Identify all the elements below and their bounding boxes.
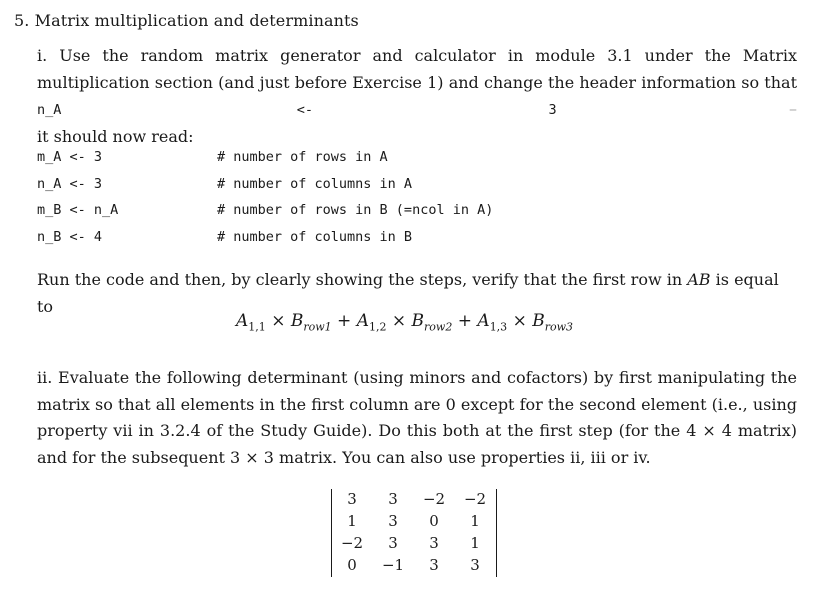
matrix-cell: 1 <box>470 534 480 552</box>
formula-a3: A <box>477 311 490 331</box>
formula-a1: A <box>236 311 249 331</box>
code-line <box>37 224 637 251</box>
part-ii-paragraph <box>37 365 797 471</box>
part-ii-text-end: and for the subsequent 3 × 3 matrix. You can also use properties ii, iii or iv. <box>37 447 651 467</box>
times-symbol: × <box>512 311 527 331</box>
matrix-cell: −2 <box>422 490 446 508</box>
part-i-paragraph <box>37 43 797 150</box>
formula-b1-sub: row1 <box>303 320 332 334</box>
matrix-cell: −1 <box>381 556 405 574</box>
en-dash: – <box>556 99 797 118</box>
code-line <box>37 144 637 171</box>
matrix-cell: −2 <box>463 490 487 508</box>
code-comment: # number of rows in B (=ncol in A) <box>217 202 494 218</box>
formula-b2-sub: row2 <box>424 320 453 334</box>
formula-b3: B <box>532 311 545 331</box>
section-heading: 5. Matrix multiplication and determinants <box>14 11 359 30</box>
code-statement: n_A <- 3 <box>37 175 103 192</box>
determinant-matrix <box>331 489 497 577</box>
code-line <box>37 171 637 198</box>
code-statement: n_B <- 4 <box>37 228 103 245</box>
plus-symbol: + <box>457 311 472 331</box>
times-symbol: × <box>391 311 407 331</box>
run-text: Run the code and then, by clearly showing the steps, verify that the first row in <box>37 270 688 289</box>
times-symbol: × <box>271 311 286 331</box>
matrix-cell: 3 <box>388 534 398 552</box>
formula-a3-sub: 1,3 <box>489 320 508 334</box>
matrix-cell: −2 <box>340 534 364 552</box>
part-i-text-end: it should now read: <box>37 126 194 146</box>
formula-b1: B <box>290 311 304 331</box>
run-var: AB <box>687 270 711 289</box>
plus-symbol: + <box>337 311 352 331</box>
code-comment: # number of columns in A <box>217 175 413 192</box>
part-i-text: i. Use the random matrix generator and calculator in module 3.1 under the Matrix multiplication section (and just before Exercise 1) and change the header information so that <box>37 46 797 92</box>
code-block <box>37 144 637 250</box>
code-comment: # number of columns in B <box>217 228 413 245</box>
formula <box>236 311 573 333</box>
formula-a2: A <box>356 311 369 331</box>
matrix-cell: 3 <box>347 490 357 508</box>
matrix-cell: 1 <box>470 512 480 530</box>
code-statement: m_B <- n_A <box>37 202 119 218</box>
code-comment: # number of rows in A <box>217 149 388 165</box>
matrix-cell: 0 <box>429 512 439 530</box>
run-text-end: is equal to <box>37 270 779 316</box>
formula-a1-sub: 1,1 <box>248 320 266 334</box>
matrix-cell: 3 <box>470 556 480 574</box>
formula-b2: B <box>411 311 425 331</box>
formula-a2-sub: 1,2 <box>368 320 387 334</box>
matrix-cell: 3 <box>388 512 398 530</box>
part-ii-text: ii. Evaluate the following determinant (using minors and cofactors) by first manipulating the matrix so that all elements in the first column are 0 except for the second element (i.e., using property vii in 3.2.4 of the Study Guide). Do this both at the first step (for the 4 × 4 matrix) <box>37 368 797 440</box>
matrix-cell: 0 <box>347 556 357 574</box>
matrix-cell: 3 <box>429 534 439 552</box>
matrix-cell: 3 <box>388 490 398 508</box>
inline-code: n_A <- 3 <box>37 102 557 118</box>
code-statement: m_A <- 3 <box>37 149 103 165</box>
code-line <box>37 197 637 224</box>
formula-b3-sub: row3 <box>544 320 574 334</box>
matrix-cell: 3 <box>429 556 439 574</box>
matrix-cell: 1 <box>347 512 357 530</box>
